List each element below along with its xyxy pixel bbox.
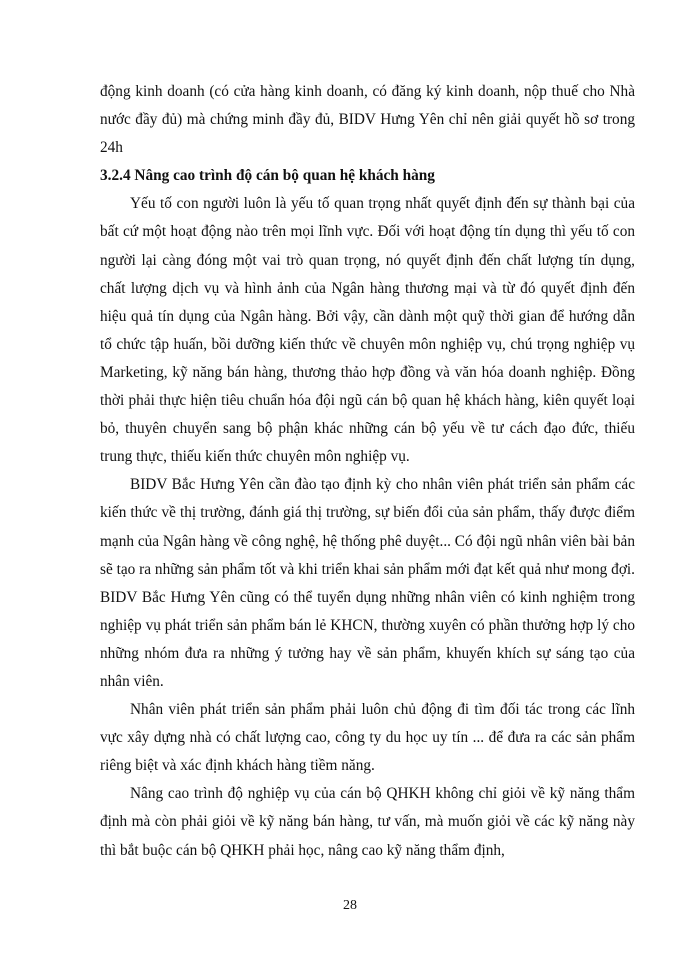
paragraph-human-factor: Yếu tố con người luôn là yếu tố quan trọng nhất quyết định đến sự thành bại của bất cứ một hoạt động nào trên mọi lĩnh vực. Đối với hoạt động tín dụng thì yếu tố con người lại càng đóng một vai trò quan trọng, nó quyết định đến chất lượng tín dụng, chất lượng dịch vụ và hình ảnh của Ngân hàng thương mại và từ đó quyết định đến hiệu quả tín dụng của Ngân hàng. Bởi vậy, cần dành một quỹ thời gian để hướng dẫn tổ chức tập huấn, bồi dưỡng kiến thức về chuyên môn nghiệp vụ, chú trọng nghiệp vụ Marketing, kỹ năng bán hàng, thương thảo hợp đồng và văn hóa doanh nghiệp. Đồng thời phải thực hiện tiêu chuẩn hóa đội ngũ cán bộ quan hệ khách hàng, kiên quyết loại bỏ, thuyên chuyển sang bộ phận khác những cán bộ yếu về tư cách đạo đức, thiếu trung thực, thiếu kiến thức chuyên môn nghiệp vụ. — [100, 195, 635, 466]
page-number: 28 — [343, 898, 357, 913]
body-text — [100, 78, 635, 865]
section-heading: 3.2.4 Nâng cao trình độ cán bộ quan hệ khách hàng — [100, 167, 435, 185]
paragraph-partners: Nhân viên phát triển sản phẩm phải luôn chủ động đi tìm đối tác trong các lĩnh vực xây dựng nhà có chất lượng cao, công ty du học uy tín ... để đưa ra các sản phẩm riêng biệt và xác định khách hàng tiềm năng. — [100, 701, 635, 775]
paragraph-skills: Nâng cao trình độ nghiệp vụ của cán bộ QHKH không chỉ giỏi về kỹ năng thẩm định mà còn phải giỏi về kỹ năng bán hàng, tư vấn, mà muốn giỏi về các kỹ năng này thì bắt buộc cán bộ QHKH phải học, nâng cao kỹ năng thẩm định, — [100, 785, 635, 859]
paragraph-continuation: động kinh doanh (có cửa hàng kinh doanh, có đăng ký kinh doanh, nộp thuế cho Nhà nước đầy đủ) mà chứng minh đầy đủ, BIDV Hưng Yên chỉ nên giải quyết hồ sơ trong 24h — [100, 83, 635, 157]
paragraph-training: BIDV Bắc Hưng Yên cần đào tạo định kỳ cho nhân viên phát triển sản phẩm các kiến thức về thị trường, đánh giá thị trường, sự biến đổi của sản phẩm, thấy được điểm mạnh của Ngân hàng về công nghệ, hệ thống phê duyệt... Có đội ngũ nhân viên bài bản sẽ tạo ra những sản phẩm tốt và khi triển khai sản phẩm mới đạt kết quả như mong đợi. BIDV Bắc Hưng Yên cũng có thể tuyển dụng những nhân viên có kinh nghiệm trong nghiệp vụ phát triển sản phẩm bán lẻ KHCN, thường xuyên có phần thưởng hợp lý cho những nhóm đưa ra những ý tưởng hay về sản phẩm, khuyến khích sự sáng tạo của nhân viên. — [100, 476, 635, 690]
